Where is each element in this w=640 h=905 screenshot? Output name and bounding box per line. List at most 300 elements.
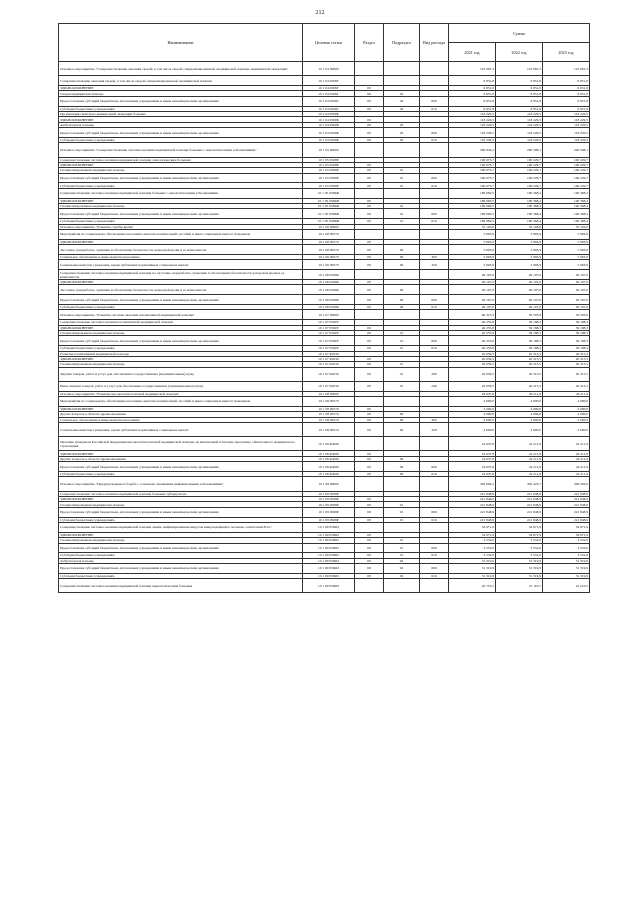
row-sum-2021: 3 552,0 <box>449 538 496 543</box>
row-target-code: 10 1 08 R4020 <box>303 451 355 456</box>
row-sum-2021: 24 637,8 <box>449 471 496 476</box>
row-sum-2021: 55 103,0 <box>449 224 496 229</box>
header-subsection: Подраздел <box>384 24 420 62</box>
row-target-code: 10 1 08 00570 <box>303 423 355 437</box>
table-header <box>59 24 590 62</box>
row-sum-2021: 40 255,8 <box>449 336 496 346</box>
row-target-code: 10 1 05 0568Е <box>303 173 355 183</box>
row-sum-2023: 3 552,0 <box>543 543 590 553</box>
row-sum-2023: 49 197,0 <box>543 270 590 280</box>
row-sum-2021: 4 000,0 <box>449 423 496 437</box>
row-sum-2023: 31 319,9 <box>543 558 590 563</box>
row-sum-2022: 100 229,7 <box>496 162 543 167</box>
row-subsection <box>384 437 420 451</box>
row-section: 09 <box>355 173 384 183</box>
row-name: Скорая медицинская помощь <box>59 91 303 96</box>
row-sum-2023: 221 848,9 <box>543 502 590 507</box>
row-name: Совершенствование оказания скорой, в том числе скорой специализированной, медицинской помощи <box>59 76 303 86</box>
row-sum-2022: 190 368,4 <box>496 198 543 203</box>
row-sum-2023: 24 211,9 <box>543 462 590 472</box>
table-row <box>59 209 590 219</box>
row-sum-2022: 5 993,9 <box>496 260 543 270</box>
row-section: 09 <box>355 406 384 411</box>
row-name: Социальное обеспечение и иные выплаты населению <box>59 255 303 260</box>
row-sum-2023: 31 319,9 <box>543 564 590 574</box>
row-subsection: 01 <box>384 553 420 558</box>
row-subsection: 01 <box>384 543 420 553</box>
row-section: 09 <box>355 325 384 330</box>
row-name: Предоставление субсидий бюджетным, автономным учреждениям и иным некоммерческим организациям <box>59 564 303 574</box>
row-section: 09 <box>355 260 384 270</box>
row-sum-2021: 6 851,8 <box>449 85 496 90</box>
header-name: Наименование <box>59 24 303 62</box>
row-subsection: 01 <box>384 517 420 522</box>
row-sum-2023: 24 211,9 <box>543 437 590 451</box>
row-sum-2021: 24 637,8 <box>449 462 496 472</box>
row-sum-2021: 49 197,0 <box>449 304 496 309</box>
row-target-code: 10 1 09 0569О <box>303 532 355 537</box>
row-target-code: 10 1 04 0568Г <box>303 91 355 96</box>
row-name: ЗДРАВООХРАНЕНИЕ <box>59 356 303 361</box>
row-subsection: 01 <box>384 330 420 335</box>
row-sum-2023: 190 368,4 <box>543 188 590 198</box>
table-row <box>59 381 590 391</box>
row-section: 09 <box>355 239 384 244</box>
row-section: 09 <box>355 558 384 563</box>
row-expense-type: 240 <box>420 381 449 391</box>
row-section: 09 <box>355 128 384 138</box>
row-sum-2022: 20 315,5 <box>496 356 543 361</box>
row-sum-2021: 40 255,8 <box>449 330 496 335</box>
row-sum-2021: 3 552,0 <box>449 543 496 553</box>
row-expense-type: 320 <box>420 423 449 437</box>
row-sum-2021: 20 710,5 <box>449 579 496 593</box>
row-target-code: 10 1 09 0569О <box>303 558 355 563</box>
row-name: Совершенствование системы оказания медицинской помощи онкологическим больным <box>59 157 303 162</box>
row-expense-type: 610 <box>420 553 449 558</box>
row-target-code: 10 1 05 0568Е <box>303 157 355 162</box>
row-subsection <box>384 230 420 240</box>
row-section: 09 <box>355 168 384 173</box>
row-target-code: 10 1 08 00570 <box>303 397 355 407</box>
row-section <box>355 62 384 76</box>
header-code: Целевая статья <box>303 24 355 62</box>
row-subsection: 06 <box>384 260 420 270</box>
row-subsection: 01 <box>384 346 420 351</box>
row-sum-2023: 20 315,5 <box>543 362 590 367</box>
row-target-code: 10 1 07 R2010 <box>303 351 355 356</box>
row-expense-type: 610 <box>420 219 449 224</box>
row-target-code: 10 1 04 0569Б <box>303 122 355 127</box>
row-name: Субсидии бюджетным учреждениям <box>59 219 303 224</box>
row-sum-2023: 49 197,0 <box>543 285 590 295</box>
row-expense-type <box>420 522 449 532</box>
row-sum-2021: 49 197,0 <box>449 270 496 280</box>
table-row <box>59 423 590 437</box>
row-sum-2022: 34 871,9 <box>496 522 543 532</box>
row-expense-type: 610 <box>420 471 449 476</box>
row-sum-2022: 39 188,3 <box>496 325 543 330</box>
row-sum-2021: 4 000,0 <box>449 412 496 417</box>
row-sum-2022: 4 000,0 <box>496 417 543 422</box>
row-target-code: 10 1 06 0569К <box>303 304 355 309</box>
row-sum-2023: 100 229,7 <box>543 173 590 183</box>
row-name: Оказание гражданам Российской Федерации высокотехнологичной медицинской помощи, не включенной в базовую программу обязательного медицинского страхования <box>59 437 303 451</box>
row-sum-2021: 60 315,3 <box>449 310 496 320</box>
row-target-code: 10 1 08 00570 <box>303 417 355 422</box>
row-name: Совершенствование системы оказания медицинской помощи по заготовке, переработке, хранению и обеспечению безопасности донорской крови и ее компонентов <box>59 270 303 280</box>
row-sum-2021: 6 851,8 <box>449 76 496 86</box>
row-sum-2022: 100 229,7 <box>496 157 543 162</box>
row-sum-2023: 39 188,3 <box>543 320 590 325</box>
row-section: 09 <box>355 91 384 96</box>
row-section: 09 <box>355 279 384 284</box>
row-sum-2022: 100 229,7 <box>496 183 543 188</box>
row-name: ЗДРАВООХРАНЕНИЕ <box>59 496 303 501</box>
row-section: 09 <box>355 183 384 188</box>
row-sum-2023: 190 368,4 <box>543 209 590 219</box>
row-section <box>355 230 384 240</box>
header-expense-type: Вид расхода <box>420 24 449 62</box>
row-subsection: 01 <box>384 168 420 173</box>
row-sum-2022: 118 229,5 <box>496 117 543 122</box>
row-target-code: 10 1 04 0568Г <box>303 106 355 111</box>
row-subsection: 01 <box>384 362 420 367</box>
row-sum-2023: 34 871,9 <box>543 532 590 537</box>
row-sum-2021: 189 060,5 <box>449 198 496 203</box>
row-name: Субсидии бюджетным учреждениям <box>59 106 303 111</box>
row-sum-2022: 6 851,8 <box>496 91 543 96</box>
row-sum-2022: 5 993,9 <box>496 239 543 244</box>
row-sum-2022: 20 315,5 <box>496 351 543 356</box>
row-sum-2021: 20 059,5 <box>449 381 496 391</box>
row-target-code: 10 1 06 0569К <box>303 295 355 305</box>
row-sum-2022: 4 000,0 <box>496 423 543 437</box>
row-sum-2021: 100 073,7 <box>449 162 496 167</box>
row-sum-2023: 20 315,5 <box>543 351 590 356</box>
row-name: Заготовка, переработка, хранение и обеспечение безопасности донорской крови и ее компонентов <box>59 245 303 255</box>
row-target-code: 10 1 09 0569О <box>303 573 355 578</box>
row-name: ЗДРАВООХРАНЕНИЕ <box>59 117 303 122</box>
row-sum-2022: 49 197,0 <box>496 295 543 305</box>
row-sum-2022: 34 871,9 <box>496 532 543 537</box>
row-name: Специализированная медицинская помощь <box>59 362 303 367</box>
row-target-code: 10 1 08 R4020 <box>303 456 355 461</box>
row-sum-2022: 4 000,0 <box>496 397 543 407</box>
row-section: 09 <box>355 496 384 501</box>
row-name: ЗДРАВООХРАНЕНИЕ <box>59 279 303 284</box>
row-section: 09 <box>355 532 384 537</box>
row-sum-2022: 118 229,5 <box>496 128 543 138</box>
row-expense-type: 300 <box>420 417 449 422</box>
row-sum-2022: 5 993,9 <box>496 230 543 240</box>
row-expense-type <box>420 76 449 86</box>
row-sum-2022: 24 211,9 <box>496 456 543 461</box>
row-section: 09 <box>355 245 384 255</box>
table-row <box>59 564 590 574</box>
row-subsection: 02 <box>384 122 420 127</box>
row-sum-2021: 118 229,5 <box>449 117 496 122</box>
table-row <box>59 270 590 280</box>
row-name: Основное мероприятие "Развитие системы оказания паллиативной медицинской помощи" <box>59 310 303 320</box>
row-section: 09 <box>355 330 384 335</box>
row-target-code: 10 1 08 R4020 <box>303 462 355 472</box>
row-sum-2022: 4 000,0 <box>496 412 543 417</box>
row-target-code: 10 1 05 0569Ж <box>303 219 355 224</box>
row-target-code: 10 1 07 R2010 <box>303 362 355 367</box>
row-target-code: 10 1 04 0569Б <box>303 128 355 138</box>
row-section: 09 <box>355 198 384 203</box>
row-name: ЗДРАВООХРАНЕНИЕ <box>59 325 303 330</box>
row-sum-2021: 189 060,5 <box>449 204 496 209</box>
row-sum-2023: 24 211,9 <box>543 451 590 456</box>
table-row <box>59 295 590 305</box>
row-subsection: 02 <box>384 564 420 574</box>
row-sum-2021: 189 060,5 <box>449 209 496 219</box>
row-sum-2021: 304 684,2 <box>449 477 496 491</box>
row-expense-type <box>420 477 449 491</box>
row-name: Субсидии бюджетным учреждениям <box>59 304 303 309</box>
row-section: 09 <box>355 573 384 578</box>
row-sum-2021: 4 000,0 <box>449 406 496 411</box>
row-sum-2021: 6 851,8 <box>449 91 496 96</box>
row-sum-2021: 100 073,7 <box>449 168 496 173</box>
row-sum-2021: 6 851,8 <box>449 106 496 111</box>
row-sum-2021: 290 834,2 <box>449 143 496 157</box>
row-target-code: 10 1 04 00000 <box>303 62 355 76</box>
row-subsection: 04 <box>384 91 420 96</box>
row-sum-2022: 4 000,0 <box>496 406 543 411</box>
row-target-code: 10 1 05 0569Ж <box>303 204 355 209</box>
row-sum-2023: 5 993,9 <box>543 239 590 244</box>
table-row <box>59 96 590 106</box>
row-target-code: 10 1 05 0568Е <box>303 162 355 167</box>
row-sum-2023: 118 229,5 <box>543 111 590 116</box>
row-sum-2023: 125 081,3 <box>543 62 590 76</box>
row-sum-2021: 34 971,9 <box>449 532 496 537</box>
row-sum-2022: 6 851,8 <box>496 106 543 111</box>
budget-table <box>58 23 590 593</box>
row-name: ЗДРАВООХРАНЕНИЕ <box>59 239 303 244</box>
row-subsection: 06 <box>384 304 420 309</box>
row-name: Амбулаторная помощь <box>59 122 303 127</box>
row-sum-2022: 3 552,0 <box>496 553 543 558</box>
header-year-2023: 2023 год <box>543 43 590 62</box>
row-target-code: 10 1 09 0568Р <box>303 496 355 501</box>
table-row <box>59 543 590 553</box>
row-sum-2021: 40 255,8 <box>449 346 496 351</box>
row-sum-2021: 221 848,9 <box>449 517 496 522</box>
row-target-code: 10 1 04 0569Б <box>303 111 355 116</box>
row-sum-2023: 4 000,0 <box>543 406 590 411</box>
row-name: Совершенствование системы оказания медицинской помощи лицам, инфицированным вирусом иммунодефицита человека, гепатитами B и C <box>59 522 303 532</box>
header-year-2022: 2022 год <box>496 43 543 62</box>
row-section <box>355 397 384 407</box>
row-sum-2022: 6 851,8 <box>496 96 543 106</box>
row-name: Совершенствование системы оказания медицинской помощи наркологическим больным <box>59 579 303 593</box>
row-sum-2021: 20 059,5 <box>449 356 496 361</box>
row-target-code: 10 1 07 0569У <box>303 320 355 325</box>
row-section: 09 <box>355 304 384 309</box>
row-section: 09 <box>355 507 384 517</box>
row-section <box>355 579 384 593</box>
row-sum-2023: 190 368,4 <box>543 198 590 203</box>
row-subsection: 01 <box>384 507 420 517</box>
row-section <box>355 310 384 320</box>
row-sum-2023: 100 229,7 <box>543 157 590 162</box>
row-sum-2022: 28 211,9 <box>496 391 543 396</box>
row-sum-2021: 221 848,9 <box>449 491 496 496</box>
row-section: 09 <box>355 137 384 142</box>
row-subsection: 09 <box>384 471 420 476</box>
table-row <box>59 367 590 381</box>
row-sum-2021: 125 081,3 <box>449 62 496 76</box>
row-target-code: 10 1 06 00570 <box>303 239 355 244</box>
row-sum-2022: 3 552,0 <box>496 543 543 553</box>
table-row <box>59 462 590 472</box>
row-target-code: 10 1 09 0568Р <box>303 491 355 496</box>
row-target-code: 10 1 08 00570 <box>303 406 355 411</box>
row-sum-2022: 24 211,9 <box>496 462 543 472</box>
page-number: 212 <box>315 10 325 16</box>
row-section: 09 <box>355 502 384 507</box>
row-sum-2021: 189 060,5 <box>449 219 496 224</box>
row-name: Совершенствование системы оказания медицинской помощи больным туберкулезом <box>59 491 303 496</box>
row-subsection: 09 <box>384 417 420 422</box>
row-name: Организация санитарно-авиационной эвакуации больных <box>59 111 303 116</box>
row-sum-2022: 221 848,9 <box>496 507 543 517</box>
row-sum-2021: 34 971,9 <box>449 522 496 532</box>
row-expense-type: 600 <box>420 462 449 472</box>
row-name: Развитие паллиативной медицинской помощи <box>59 351 303 356</box>
row-section: 09 <box>355 517 384 522</box>
row-name: Основное мероприятие "Совершенствование системы оказания медицинской помощи больным с онкологическими заболеваниями" <box>59 143 303 157</box>
row-sum-2021: 118 229,5 <box>449 122 496 127</box>
row-sum-2021: 40 255,8 <box>449 325 496 330</box>
row-subsection <box>384 397 420 407</box>
row-target-code: 10 1 05 00000 <box>303 143 355 157</box>
row-sum-2022: 49 197,0 <box>496 270 543 280</box>
row-sum-2023: 4 000,0 <box>543 417 590 422</box>
row-subsection <box>384 310 420 320</box>
table-row <box>59 230 590 240</box>
row-target-code: 10 1 07 0569У <box>303 346 355 351</box>
row-expense-type: 300 <box>420 255 449 260</box>
row-name: ЗДРАВООХРАНЕНИЕ <box>59 451 303 456</box>
table-row <box>59 437 590 451</box>
row-expense-type: 610 <box>420 106 449 111</box>
row-sum-2023: 5 993,9 <box>543 260 590 270</box>
row-target-code: 10 1 09 0569О <box>303 553 355 558</box>
row-sum-2022: 118 229,5 <box>496 111 543 116</box>
row-subsection: 02 <box>384 128 420 138</box>
row-name: Другие вопросы в области здравоохранения <box>59 412 303 417</box>
row-name: Предоставление субсидий бюджетным, автономным учреждениям и иным некоммерческим организациям <box>59 543 303 553</box>
row-section: 09 <box>355 367 384 381</box>
row-sum-2022: 39 188,3 <box>496 346 543 351</box>
row-expense-type: 600 <box>420 543 449 553</box>
row-section: 09 <box>355 219 384 224</box>
row-section: 09 <box>355 362 384 367</box>
row-sum-2023: 20 315,5 <box>543 356 590 361</box>
row-name: Специализированная медицинская помощь <box>59 330 303 335</box>
table-row <box>59 62 590 76</box>
row-expense-type <box>420 62 449 76</box>
row-expense-type <box>420 579 449 593</box>
row-sum-2022: 20 315,5 <box>496 362 543 367</box>
row-target-code: 10 1 06 00570 <box>303 255 355 260</box>
row-subsection: 01 <box>384 336 420 346</box>
row-subsection: 02 <box>384 137 420 142</box>
row-target-code: 10 1 04 0568Г <box>303 76 355 86</box>
row-target-code: 10 1 06 0569К <box>303 285 355 295</box>
row-sum-2023: 190 368,4 <box>543 219 590 224</box>
table-row <box>59 173 590 183</box>
header-section: Раздел <box>355 24 384 62</box>
row-target-code: 10 1 07 0569У <box>303 330 355 335</box>
row-sum-2021: 221 848,9 <box>449 507 496 517</box>
row-subsection: 01 <box>384 219 420 224</box>
row-subsection: 01 <box>384 381 420 391</box>
row-target-code: 10 1 05 0569Ж <box>303 188 355 198</box>
row-expense-type <box>420 397 449 407</box>
row-sum-2023: 4 000,0 <box>543 397 590 407</box>
row-sum-2021: 118 229,5 <box>449 137 496 142</box>
row-sum-2021: 5 993,9 <box>449 245 496 255</box>
row-sum-2023: 39 188,3 <box>543 346 590 351</box>
row-name: ЗДРАВООХРАНЕНИЕ <box>59 406 303 411</box>
row-sum-2022: 118 229,5 <box>496 122 543 127</box>
row-target-code: 10 1 07 0569У <box>303 336 355 346</box>
row-section <box>355 76 384 86</box>
row-sum-2023: 190 368,4 <box>543 204 590 209</box>
row-section: 09 <box>355 285 384 295</box>
table-row <box>59 76 590 86</box>
row-name: Мероприятия по социальному обеспечению населения, выплаты компенсаций, пособий и иных социальных выплат гражданам <box>59 397 303 407</box>
table-row <box>59 128 590 138</box>
row-expense-type <box>420 270 449 280</box>
row-target-code: 10 1 05 0569Ж <box>303 209 355 219</box>
row-sum-2022: 221 848,9 <box>496 502 543 507</box>
row-sum-2022: 6 851,8 <box>496 76 543 86</box>
row-subsection: 06 <box>384 255 420 260</box>
table-row <box>59 522 590 532</box>
row-target-code: 10 1 07 0569У <box>303 325 355 330</box>
row-sum-2022: 221 848,9 <box>496 496 543 501</box>
row-sum-2021: 49 197,0 <box>449 279 496 284</box>
row-section: 09 <box>355 96 384 106</box>
row-name: Основное мероприятие "Развитие службы крови" <box>59 224 303 229</box>
row-sum-2023: 100 229,7 <box>543 183 590 188</box>
row-sum-2022: 3 552,0 <box>496 538 543 543</box>
row-subsection: 01 <box>384 183 420 188</box>
row-section: 09 <box>355 85 384 90</box>
row-name: Субсидии бюджетным учреждениям <box>59 183 303 188</box>
table-body <box>59 62 590 593</box>
row-expense-type <box>420 310 449 320</box>
row-target-code: 10 1 09 00000 <box>303 477 355 491</box>
row-name: Субсидии бюджетным учреждениям <box>59 553 303 558</box>
row-sum-2021: 221 848,9 <box>449 502 496 507</box>
row-section: 09 <box>355 356 384 361</box>
row-target-code: 10 1 06 00000 <box>303 224 355 229</box>
row-target-code: 10 1 08 00000 <box>303 391 355 396</box>
row-name: ЗДРАВООХРАНЕНИЕ <box>59 162 303 167</box>
row-name: Субсидии бюджетным учреждениям <box>59 471 303 476</box>
row-sum-2023: 3 552,0 <box>543 553 590 558</box>
row-subsection: 06 <box>384 285 420 295</box>
row-target-code: 10 1 07 R2010 <box>303 356 355 361</box>
